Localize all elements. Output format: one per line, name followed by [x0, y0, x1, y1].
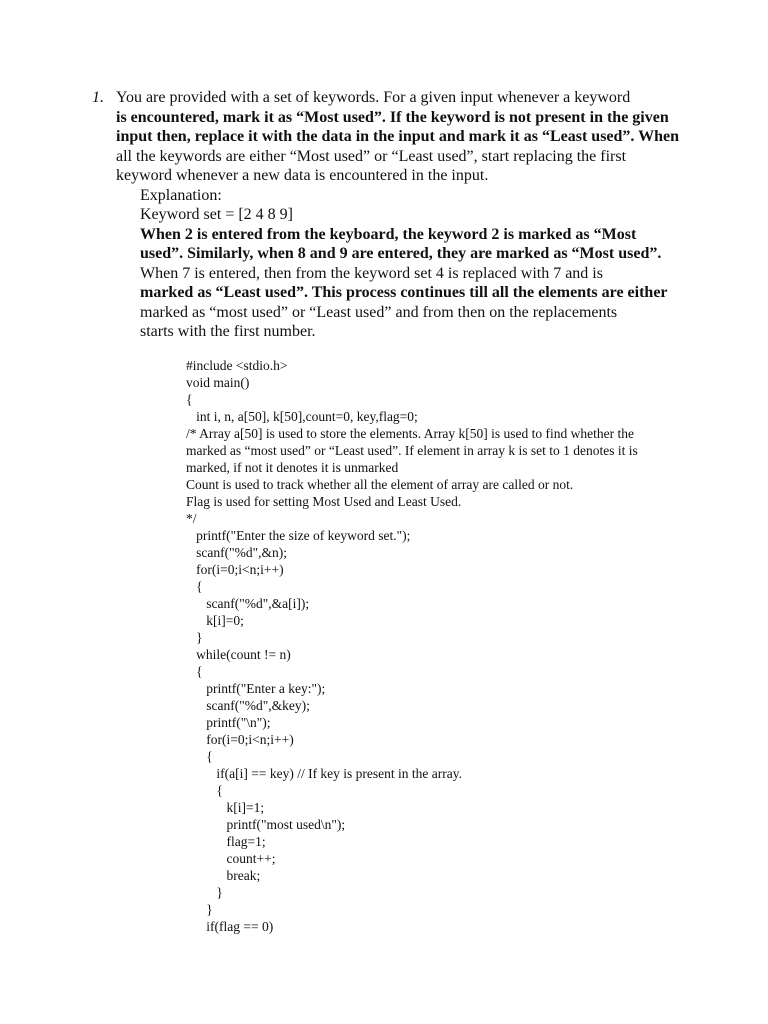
- code-line: Count is used to track whether all the element of array are called or not.: [186, 477, 574, 492]
- code-line: */: [186, 511, 197, 526]
- code-line: {: [186, 664, 203, 679]
- question-line: keyword whenever a new data is encountered in the input.: [116, 167, 489, 184]
- code-line: flag=1;: [186, 834, 266, 849]
- code-line: marked as “most used” or “Least used”. If element in array k is set to 1 denotes it is: [186, 443, 638, 458]
- code-line: scanf("%d",&a[i]);: [186, 596, 310, 611]
- code-line: scanf("%d",&n);: [186, 545, 287, 560]
- code-line: {: [186, 783, 223, 798]
- code-line: if(flag == 0): [186, 919, 274, 934]
- question-paragraph: [116, 88, 680, 186]
- question-line: all the keywords are either “Most used” or “Least used”, start replacing the first: [116, 147, 627, 165]
- code-line: {: [186, 749, 213, 764]
- code-line: k[i]=0;: [186, 613, 244, 628]
- explanation-line: When 2 is entered from the keyboard, the keyword 2 is marked as “Most: [140, 225, 637, 243]
- explanation-line: When 7 is entered, then from the keyword set 4 is replaced with 7 and is: [140, 264, 603, 282]
- explanation-line: used”. Similarly, when 8 and 9 are entered, they are marked as “Most used”.: [140, 245, 662, 262]
- code-line: #include <stdio.h>: [186, 358, 288, 373]
- code-line: for(i=0;i<n;i++): [186, 562, 284, 577]
- code-line: printf("\n");: [186, 715, 271, 730]
- code-line: printf("Enter the size of keyword set.");: [186, 528, 411, 543]
- code-line: k[i]=1;: [186, 800, 265, 815]
- code-listing: [186, 357, 686, 935]
- explanation-line: marked as “Least used”. This process continues till all the elements are either: [140, 284, 668, 301]
- explanation-line: marked as “most used” or “Least used” and from then on the replacements: [140, 303, 618, 321]
- code-line: Flag is used for setting Most Used and Least Used.: [186, 494, 462, 509]
- question-text: [116, 88, 680, 342]
- code-line: break;: [186, 868, 261, 883]
- question-number: 1.: [92, 89, 104, 106]
- code-line: if(a[i] == key) // If key is present in the array.: [186, 766, 463, 781]
- explanation-heading: Explanation:: [140, 186, 222, 204]
- question-line: You are provided with a set of keywords. For a given input whenever a keyword: [116, 89, 631, 106]
- code-line: count++;: [186, 851, 276, 866]
- code-line: for(i=0;i<n;i++): [186, 732, 294, 747]
- code-line: {: [186, 392, 193, 407]
- question-line: is encountered, mark it as “Most used”. If the keyword is not present in the given: [116, 108, 669, 126]
- explanation-line: Keyword set = [2 4 8 9]: [140, 206, 293, 223]
- explanation-paragraph: [116, 186, 676, 342]
- question-line: input then, replace it with the data in the input and mark it as “Least used”. When: [116, 128, 680, 145]
- code-line: void main(): [186, 375, 250, 390]
- explanation-line: starts with the first number.: [140, 323, 316, 340]
- code-line: /* Array a[50] is used to store the elements. Array k[50] is used to find whether the: [186, 426, 635, 441]
- code-line: }: [186, 885, 223, 900]
- code-line: int i, n, a[50], k[50],count=0, key,flag=0;: [186, 409, 418, 424]
- code-line: {: [186, 579, 203, 594]
- code-line: printf("most used\n");: [186, 817, 346, 832]
- code-line: printf("Enter a key:");: [186, 681, 326, 696]
- code-line: }: [186, 630, 203, 645]
- code-line: marked, if not it denotes it is unmarked: [186, 460, 399, 475]
- code-line: scanf("%d",&key);: [186, 698, 310, 713]
- code-line: while(count != n): [186, 647, 291, 662]
- code-line: }: [186, 902, 213, 917]
